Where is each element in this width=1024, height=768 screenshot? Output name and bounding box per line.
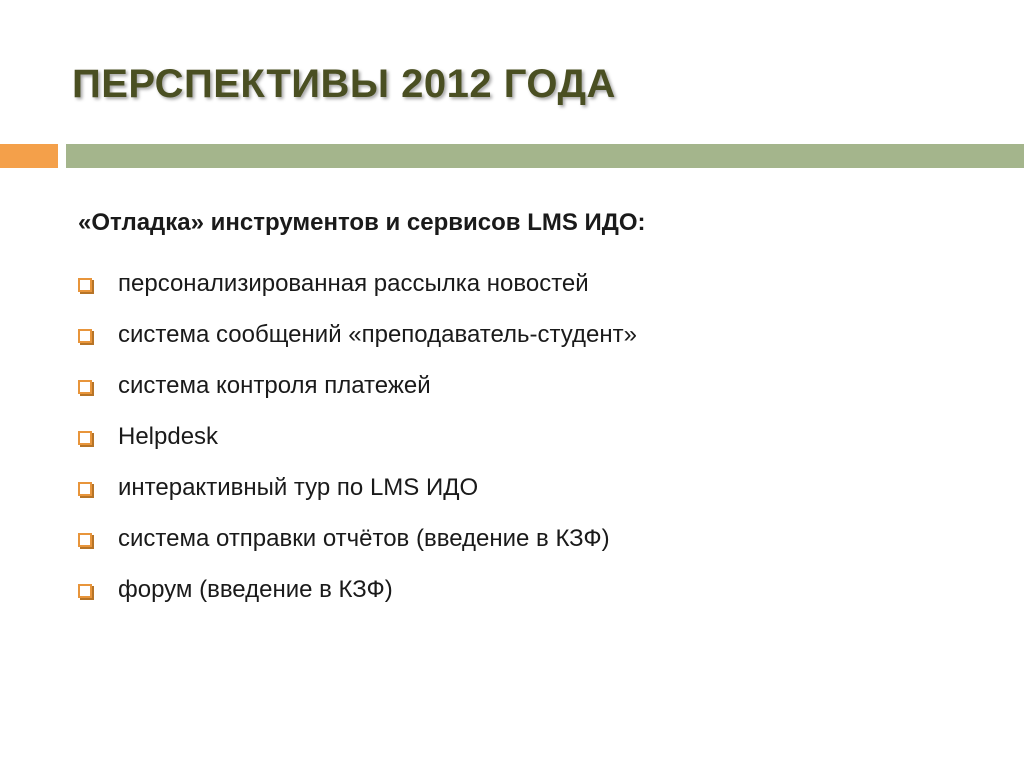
list-item: [78, 462, 637, 513]
list-item: [78, 258, 637, 309]
square-bullet-icon: [78, 584, 92, 598]
list-item: [78, 564, 637, 615]
square-bullet-icon: [78, 482, 92, 496]
list-item: [78, 360, 637, 411]
section-heading: «Отладка» инструментов и сервисов LMS ИДО:: [78, 209, 646, 236]
list-item: [78, 513, 637, 564]
list-item-text: Helpdesk: [118, 422, 219, 450]
list-item-text: интерактивный тур по LMS ИДО: [118, 473, 479, 501]
list-item-text: система отправки отчётов (введение в КЗФ): [118, 524, 610, 552]
list-item: [78, 411, 637, 462]
list-item-text: система сообщений «преподаватель-студент»: [118, 320, 637, 348]
slide-title: ПЕРСПЕКТИВЫ 2012 ГОДА: [72, 62, 616, 106]
list-item-text: система контроля платежей: [118, 371, 431, 399]
list-item-text: форум (введение в КЗФ): [118, 575, 393, 603]
square-bullet-icon: [78, 533, 92, 547]
title-underline-bar: [66, 144, 1024, 168]
square-bullet-icon: [78, 380, 92, 394]
list-item-text: персонализированная рассылка новостей: [118, 269, 589, 297]
accent-bar: [0, 144, 58, 168]
square-bullet-icon: [78, 329, 92, 343]
list-item: [78, 309, 637, 360]
square-bullet-icon: [78, 278, 92, 292]
bullet-list: [78, 258, 637, 615]
square-bullet-icon: [78, 431, 92, 445]
